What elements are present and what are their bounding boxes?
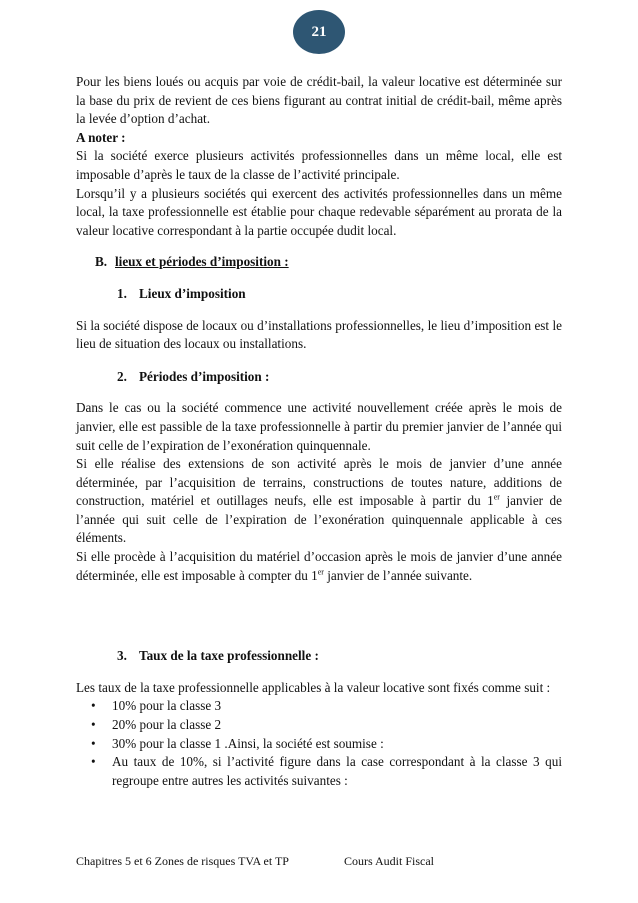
subsection-2-paragraph-2 [76, 455, 562, 548]
note-label: A noter : [76, 129, 126, 145]
footer-course-title: Cours Audit Fiscal [344, 854, 435, 868]
superscript-er: er [317, 567, 324, 577]
subsection-1-number: 1. [117, 285, 127, 301]
footer-chapter-title: Chapitres 5 et 6 Zones de risques TVA et TP [76, 854, 289, 868]
subsection-3-title: Taux de la taxe professionnelle : [139, 648, 319, 664]
list-item [76, 697, 562, 716]
subsection-1-text: Si la société dispose de locaux ou d’installations professionnelles, le lieu d’imposition est le lieu de situation des locaux ou installations. [76, 317, 562, 352]
bullet-icon: • [91, 698, 96, 714]
subsection-2-paragraph-3-start: Si elle procède à l’acquisition du matériel d’occasion après le mois de janvier d’une année déterminée, elle est imposable à compter du 1 [76, 549, 562, 583]
subsection-2-paragraph-3 [76, 548, 562, 585]
superscript-er: er [493, 492, 500, 502]
bullet-icon: • [91, 717, 96, 733]
note-paragraph-2: Lorsqu’il y a plusieurs sociétés qui exercent des activités professionnelles dans un même local, la taxe professionnelle est établie pour chaque redevable séparément au prorata de la valeur locative correspondant à la partie occupée dudit local. [76, 185, 562, 238]
rates-list [76, 697, 562, 790]
subsection-2-title: Périodes d’imposition : [139, 368, 270, 384]
subsection-2-paragraph-2-end: janvier de l’année qui suit celle de l’expiration de l’exonération quinquennale applicable à ces éléments. [76, 493, 562, 546]
list-item [76, 735, 562, 754]
subsection-1-title: Lieux d’imposition [139, 285, 246, 301]
list-item-text: 10% pour la classe 3 [112, 698, 222, 714]
document-body [76, 73, 562, 790]
section-b-label: B. [95, 254, 108, 270]
subsection-2-paragraph-3-end: janvier de l’année suivante. [323, 567, 473, 583]
subsection-2-number: 2. [117, 368, 127, 384]
subsection-3-text: Les taux de la taxe professionnelle applicables à la valeur locative sont fixés comme suit : [76, 679, 551, 695]
bullet-icon: • [91, 754, 96, 770]
list-item-text: 30% pour la classe 1 .Ainsi, la société est soumise : [112, 735, 384, 751]
section-b-title: lieux et périodes d’imposition : [115, 254, 289, 270]
list-item [76, 753, 562, 790]
subsection-2-paragraph-1: Dans le cas ou la société commence une activité nouvellement créée après le mois de janvier, elle est passible de la taxe professionnelle à partir du premier janvier de l’année qui suit celle de l’expiration de l’exonération quinquennale. [76, 400, 562, 453]
note-paragraph-1: Si la société exerce plusieurs activités professionnelles dans un même local, elle est imposable d’après le taux de la classe de l’activité principale. [76, 148, 562, 182]
list-item [76, 716, 562, 735]
list-item-text: Au taux de 10%, si l’activité figure dans la case correspondant à la classe 3 qui regroupe entre autres les activités suivantes : [112, 754, 562, 788]
subsection-1-heading [117, 285, 562, 304]
section-b-heading [95, 253, 562, 272]
page-number-badge: 21 [293, 10, 345, 54]
bullet-icon: • [91, 735, 96, 751]
page-footer [76, 852, 435, 871]
paragraph-credit-bail: Pour les biens loués ou acquis par voie de crédit-bail, la valeur locative est déterminée sur la base du prix de revient de ces biens figurant au contrat initial de crédit-bail, même après la levée d’option d’achat. [76, 74, 562, 127]
subsection-2-paragraph-2-start: Si elle réalise des extensions de son activité après le mois de janvier d’une année déterminée, par l’acquisition de terrains, constructions de toutes nature, additions de construction, matériel et outillages neufs, elle est imposable à partir du 1 [76, 456, 562, 509]
subsection-3-heading [117, 647, 562, 666]
subsection-2-heading [117, 368, 562, 387]
subsection-3-number: 3. [117, 648, 127, 664]
list-item-text: 20% pour la classe 2 [112, 717, 222, 733]
